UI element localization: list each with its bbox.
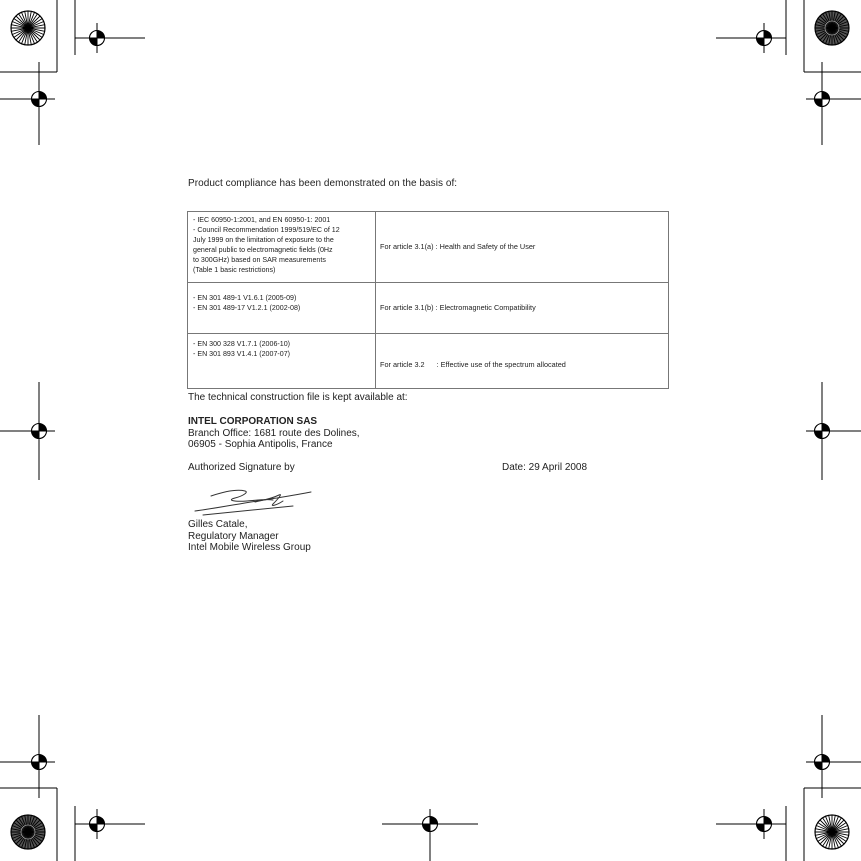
color-target-icon <box>11 11 45 45</box>
signature-label: Authorized Signature by <box>188 462 295 473</box>
crop-mark-icon <box>39 382 822 861</box>
standard-line: to 300GHz) based on SAR measurements <box>193 256 326 264</box>
article-ref: For article 3.1(a) <box>380 242 434 251</box>
signer-name: Gilles Catale, <box>188 519 248 530</box>
article-cell <box>376 334 669 389</box>
compliance-table <box>187 211 669 389</box>
article-ref: For article 3.1(b) <box>380 303 434 312</box>
standard-line: - EN 301 489-17 V1.2.1 (2002-08) <box>193 304 301 312</box>
color-target-icon <box>11 815 45 849</box>
article-desc: : Electromagnetic Compatibility <box>435 303 536 312</box>
standard-line: - EN 301 489-1 V1.6.1 (2005-09) <box>193 294 297 302</box>
standards-cell <box>188 283 376 334</box>
address-line: Branch Office: 1681 route des Dolines, <box>188 427 360 439</box>
article-ref: For article 3.2 <box>380 359 425 369</box>
intro-text: Product compliance has been demonstrated on the basis of: <box>188 178 458 189</box>
signer-block <box>188 519 311 554</box>
color-target-icon <box>815 815 849 849</box>
article-cell <box>376 212 669 283</box>
technical-file-text: The technical construction file is kept available at: <box>188 392 408 403</box>
standards-cell <box>188 212 376 283</box>
standard-line: (Table 1 basic restrictions) <box>193 266 276 274</box>
article-desc: : Effective use of the spectrum allocated <box>436 359 566 369</box>
standard-line: - EN 301 893 V1.4.1 (2007-07) <box>193 350 291 358</box>
standard-line: July 1999 on the limitation of exposure to the <box>193 236 334 244</box>
company-address <box>188 416 360 451</box>
company-name: INTEL CORPORATION SAS <box>188 416 318 427</box>
crop-mark-icon <box>0 38 861 824</box>
standard-line: - IEC 60950-1:2001, and EN 60950-1: 2001 <box>193 216 331 224</box>
standards-cell <box>188 334 376 389</box>
handwritten-signature <box>193 482 313 518</box>
table-row <box>188 212 669 283</box>
signer-title: Regulatory Manager <box>188 530 279 542</box>
date-text: Date: 29 April 2008 <box>502 462 588 473</box>
color-target-icon <box>815 11 849 45</box>
signer-department: Intel Mobile Wireless Group <box>188 542 311 553</box>
table-row <box>188 334 669 389</box>
standard-line: general public to electromagnetic fields (0Hz <box>193 246 333 254</box>
article-cell <box>376 283 669 334</box>
table-row <box>188 283 669 334</box>
standard-line: - Council Recommendation 1999/519/EC of 12 <box>193 226 340 234</box>
standard-line: - EN 300 328 V1.7.1 (2006-10) <box>193 340 291 348</box>
article-desc: : Health and Safety of the User <box>435 242 536 251</box>
address-line: 06905 - Sophia Antipolis, France <box>188 439 333 450</box>
